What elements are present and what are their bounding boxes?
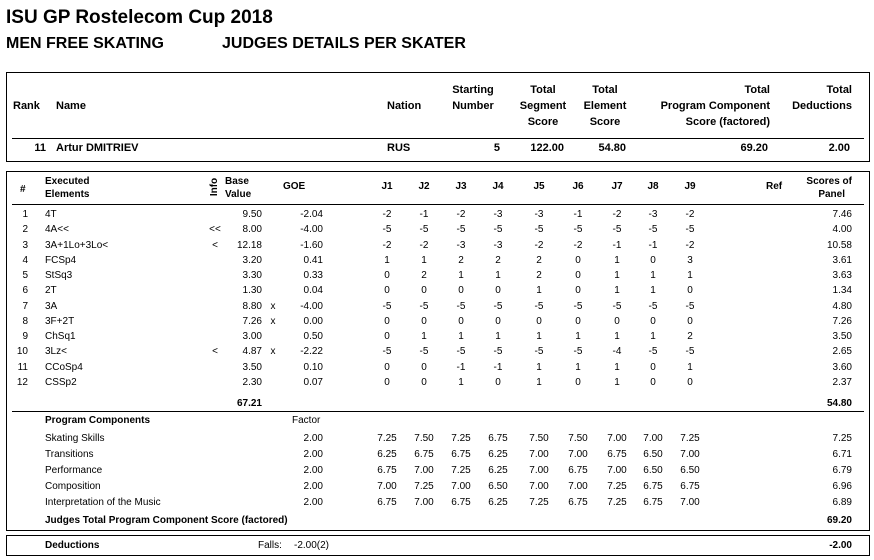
judge-goe: 0 <box>495 315 501 327</box>
judge-goe: 1 <box>421 331 427 342</box>
element-number: 8 <box>22 315 28 327</box>
judge-goe: -3 <box>456 239 466 251</box>
judge-component-score: 7.25 <box>451 465 471 476</box>
judge-component-score: 6.75 <box>680 481 700 492</box>
element-name: FCSp4 <box>45 254 77 266</box>
judge-goe: -5 <box>685 346 695 358</box>
judge-goe: 0 <box>575 285 581 297</box>
judge-component-score: 7.00 <box>568 449 588 460</box>
element-goe: -4.00 <box>300 300 323 312</box>
judge-goe: -3 <box>534 209 544 220</box>
pcs-header-2: Program Component <box>660 100 770 112</box>
judge-goe: -5 <box>493 224 503 236</box>
judge-goe: 0 <box>650 376 656 388</box>
element-panel-score: 2.65 <box>832 346 852 358</box>
judge-goe: -1 <box>419 209 429 220</box>
judge-component-score: 6.75 <box>451 449 471 460</box>
number-header: Number <box>452 100 494 112</box>
judge-header: J7 <box>611 181 623 192</box>
deductions-label: Deductions <box>45 540 100 551</box>
judge-goe: -1 <box>456 361 466 373</box>
ded-header-1: Total <box>826 84 852 96</box>
judge-goe: -5 <box>612 224 622 236</box>
judge-component-score: 6.75 <box>377 465 397 476</box>
executed-header: Executed <box>45 176 90 187</box>
judge-goe: 2 <box>536 254 542 266</box>
judge-component-score: 7.00 <box>607 465 627 476</box>
component-factor: 2.00 <box>303 433 323 444</box>
judge-component-score: 6.75 <box>451 497 471 508</box>
judge-component-score: 7.25 <box>607 497 627 508</box>
skater-deductions: 2.00 <box>828 142 850 154</box>
judge-goe: -2 <box>685 209 695 220</box>
judge-goe: 0 <box>421 376 427 388</box>
judge-goe: 2 <box>495 254 501 266</box>
judge-goe: -5 <box>419 346 429 358</box>
tes-total: 54.80 <box>826 398 852 409</box>
judge-goe: -5 <box>573 224 583 236</box>
element-base-value: 3.30 <box>242 270 262 281</box>
judge-goe: 0 <box>495 376 501 388</box>
info-header: Info <box>209 177 220 197</box>
judge-goe: 0 <box>495 285 501 297</box>
judge-goe: 0 <box>687 285 693 297</box>
judge-goe: 0 <box>687 315 693 327</box>
goe-header: GOE <box>283 181 306 192</box>
skater-start-number: 5 <box>493 142 500 154</box>
element-base-value: 1.30 <box>242 285 262 297</box>
judge-goe: 0 <box>575 315 581 327</box>
judge-header: J3 <box>455 181 467 192</box>
element-info: << <box>209 224 221 236</box>
judge-goe: -2 <box>534 239 544 251</box>
elements-header: Elements <box>45 189 90 200</box>
element-number: 1 <box>22 209 28 220</box>
judge-goe: -5 <box>534 300 544 312</box>
judge-component-score: 7.00 <box>568 481 588 492</box>
judge-component-score: 7.50 <box>529 433 549 444</box>
details-box <box>6 171 870 531</box>
element-name: 3F+2T <box>45 315 75 327</box>
element-panel-score: 3.50 <box>832 331 852 342</box>
judge-goe: 1 <box>536 331 542 342</box>
judge-goe: 0 <box>575 270 581 281</box>
judge-component-score: 6.25 <box>488 465 508 476</box>
tss-header-1: Total <box>530 84 556 96</box>
pcs-total-label: Judges Total Program Component Score (factored) <box>45 515 288 526</box>
deductions-total: -2.00 <box>829 540 852 551</box>
rank-header: Rank <box>13 100 40 112</box>
element-panel-score: 2.37 <box>832 376 852 388</box>
judge-goe: -3 <box>493 239 503 251</box>
judge-goe: 2 <box>458 254 464 266</box>
element-base-value: 8.00 <box>242 224 262 236</box>
judge-goe: -1 <box>573 209 583 220</box>
component-name: Skating Skills <box>45 433 105 444</box>
judge-goe: 3 <box>687 254 693 266</box>
element-panel-score: 3.60 <box>832 361 852 373</box>
panel-header: Panel <box>818 189 845 200</box>
judge-goe: -5 <box>534 346 544 358</box>
tss-header-2: Segment <box>519 100 567 112</box>
judge-component-score: 7.00 <box>529 449 549 460</box>
judge-goe: 1 <box>650 285 656 297</box>
element-bonus-mark: x <box>270 346 276 358</box>
judge-goe: -2 <box>382 209 392 220</box>
judge-goe: 0 <box>575 254 581 266</box>
component-name: Composition <box>45 481 101 492</box>
judge-goe: 2 <box>421 270 427 281</box>
judge-goe: -3 <box>648 209 658 220</box>
ded-header-2: Deductions <box>792 100 852 112</box>
element-panel-score: 1.34 <box>832 285 852 297</box>
judge-goe: -5 <box>456 300 466 312</box>
judge-goe: 0 <box>384 315 390 327</box>
judge-header: J4 <box>492 181 504 192</box>
judge-goe: 2 <box>687 331 693 342</box>
element-goe: 0.00 <box>303 315 323 327</box>
judge-goe: 1 <box>536 376 542 388</box>
judge-component-score: 6.25 <box>488 449 508 460</box>
scores-of-header: Scores of <box>806 176 852 187</box>
judge-component-score: 7.00 <box>529 465 549 476</box>
judge-goe: -1 <box>612 239 622 251</box>
judge-goe: 1 <box>614 285 620 297</box>
judge-component-score: 6.50 <box>488 481 508 492</box>
judge-goe: -5 <box>382 224 392 236</box>
judge-component-score: 7.00 <box>414 497 434 508</box>
element-goe: 0.41 <box>303 254 323 266</box>
judge-goe: 0 <box>384 285 390 297</box>
judge-header: J5 <box>533 181 545 192</box>
judge-goe: -5 <box>685 300 695 312</box>
judge-goe: 1 <box>614 270 620 281</box>
judge-goe: 0 <box>650 254 656 266</box>
judge-component-score: 6.75 <box>568 465 588 476</box>
judge-goe: -5 <box>612 300 622 312</box>
judge-component-score: 7.50 <box>414 433 434 444</box>
factor-header: Factor <box>292 415 321 426</box>
judge-goe: 1 <box>575 331 581 342</box>
judge-goe: -4 <box>612 346 622 358</box>
component-factor: 2.00 <box>303 497 323 508</box>
judge-header: J6 <box>572 181 584 192</box>
element-panel-score: 4.00 <box>832 224 852 236</box>
judge-goe: 1 <box>614 254 620 266</box>
element-panel-score: 7.46 <box>832 209 852 220</box>
judge-goe: 0 <box>687 376 693 388</box>
falls-value: -2.00(2) <box>294 540 330 551</box>
element-base-value: 3.20 <box>242 254 262 266</box>
judge-goe: 0 <box>458 315 464 327</box>
judge-goe: 1 <box>458 376 464 388</box>
component-factor: 2.00 <box>303 465 323 476</box>
summary-divider <box>12 138 864 139</box>
judge-goe: -1 <box>493 361 503 373</box>
element-name: 4A<< <box>45 224 69 236</box>
element-header-divider <box>12 204 864 205</box>
element-base-value: 7.26 <box>242 315 262 327</box>
judge-goe: -5 <box>456 346 466 358</box>
judge-goe: -5 <box>493 346 503 358</box>
judge-goe: 1 <box>614 376 620 388</box>
element-name: 2T <box>45 285 57 297</box>
judge-goe: -5 <box>648 300 658 312</box>
component-name: Transitions <box>45 449 94 460</box>
falls-label: Falls: <box>258 540 282 551</box>
skater-rank: 11 <box>34 142 46 154</box>
element-base-value: 12.18 <box>236 239 262 251</box>
element-goe: -4.00 <box>300 224 323 236</box>
judge-goe: 0 <box>536 315 542 327</box>
judge-goe: 0 <box>421 285 427 297</box>
judge-goe: -1 <box>648 239 658 251</box>
judge-goe: 0 <box>575 376 581 388</box>
tes-header-2: Element <box>583 100 627 112</box>
judge-goe: 1 <box>421 254 427 266</box>
element-number: 3 <box>22 239 28 251</box>
pcs-header-1: Total <box>744 84 770 96</box>
component-panel-score: 7.25 <box>832 433 852 444</box>
component-name: Interpretation of the Music <box>45 497 161 508</box>
judge-goe: 1 <box>687 361 693 373</box>
judge-component-score: 6.75 <box>643 481 663 492</box>
judge-component-score: 6.25 <box>488 497 508 508</box>
judge-goe: 0 <box>384 361 390 373</box>
judge-goe: 1 <box>614 331 620 342</box>
judge-goe: -2 <box>456 209 466 220</box>
component-panel-score: 6.89 <box>832 497 852 508</box>
element-number: 7 <box>22 300 28 312</box>
element-goe: 0.07 <box>303 376 323 388</box>
component-factor: 2.00 <box>303 481 323 492</box>
element-base-value: 2.30 <box>242 376 262 388</box>
judge-goe: -5 <box>685 224 695 236</box>
judge-goe: -5 <box>419 224 429 236</box>
deductions-box <box>6 535 870 556</box>
judge-component-score: 6.50 <box>643 465 663 476</box>
judge-header: J1 <box>381 181 393 192</box>
judge-component-score: 6.25 <box>377 449 397 460</box>
judge-component-score: 7.25 <box>529 497 549 508</box>
nation-header: Nation <box>387 100 422 112</box>
element-name: 3A+1Lo+3Lo< <box>45 239 109 251</box>
component-panel-score: 6.96 <box>832 481 852 492</box>
element-goe: 0.10 <box>303 361 323 373</box>
judge-goe: -5 <box>493 300 503 312</box>
component-name: Performance <box>45 465 103 476</box>
judge-component-score: 6.75 <box>607 449 627 460</box>
element-number: 6 <box>22 285 28 297</box>
starting-header: Starting <box>452 84 494 96</box>
element-goe: 0.33 <box>303 270 323 281</box>
ref-header: Ref <box>766 181 783 192</box>
judge-component-score: 7.00 <box>377 481 397 492</box>
judge-goe: -5 <box>382 300 392 312</box>
element-name: 4T <box>45 209 57 220</box>
component-factor: 2.00 <box>303 449 323 460</box>
element-number: 4 <box>22 254 28 266</box>
judge-component-score: 6.75 <box>377 497 397 508</box>
judge-component-score: 7.00 <box>607 433 627 444</box>
element-panel-score: 3.61 <box>832 254 852 266</box>
element-name: ChSq1 <box>45 331 76 342</box>
judge-goe: 1 <box>536 285 542 297</box>
judge-goe: 0 <box>384 331 390 342</box>
element-info: < <box>212 239 218 251</box>
component-panel-score: 6.79 <box>832 465 852 476</box>
element-panel-score: 10.58 <box>826 239 852 251</box>
base-header: Base <box>225 176 249 187</box>
element-bonus-mark: x <box>270 300 276 312</box>
judge-goe: 2 <box>536 270 542 281</box>
element-number: 12 <box>16 376 28 388</box>
element-goe: -2.22 <box>300 346 323 358</box>
element-panel-score: 4.80 <box>832 300 852 312</box>
judge-goe: 0 <box>650 361 656 373</box>
judge-goe: -5 <box>534 224 544 236</box>
tes-header-1: Total <box>592 84 618 96</box>
judge-goe: 1 <box>575 361 581 373</box>
judge-goe: 1 <box>536 361 542 373</box>
competition-title: ISU GP Rostelecom Cup 2018 <box>6 7 273 28</box>
judge-component-score: 7.25 <box>680 433 700 444</box>
judge-goe: 1 <box>687 270 693 281</box>
element-number: 11 <box>17 361 28 373</box>
name-header: Name <box>56 100 86 112</box>
judge-component-score: 7.00 <box>414 465 434 476</box>
judge-component-score: 6.75 <box>568 497 588 508</box>
element-name: CSSp2 <box>45 376 77 388</box>
element-number: 2 <box>22 224 28 236</box>
judge-goe: -5 <box>573 346 583 358</box>
judge-goe: -3 <box>493 209 503 220</box>
judge-goe: -5 <box>419 300 429 312</box>
component-panel-score: 6.71 <box>832 449 852 460</box>
element-name: 3Lz< <box>45 346 67 358</box>
judge-goe: 0 <box>614 315 620 327</box>
judge-goe: -2 <box>573 239 583 251</box>
judge-component-score: 7.00 <box>643 433 663 444</box>
judge-header: J2 <box>418 181 430 192</box>
judge-component-score: 7.00 <box>680 449 700 460</box>
judge-component-score: 7.50 <box>568 433 588 444</box>
element-panel-score: 3.63 <box>832 270 852 281</box>
judge-component-score: 7.00 <box>529 481 549 492</box>
pcs-header-3: Score (factored) <box>685 116 770 128</box>
event-name: MEN FREE SKATING <box>6 35 164 52</box>
judge-goe: -5 <box>382 346 392 358</box>
element-goe: 0.50 <box>303 331 323 342</box>
judge-goe: -2 <box>419 239 429 251</box>
judge-component-score: 7.00 <box>680 497 700 508</box>
judge-goe: 0 <box>421 315 427 327</box>
element-panel-score: 7.26 <box>832 315 852 327</box>
skater-tss: 122.00 <box>530 142 564 154</box>
judge-goe: -2 <box>612 209 622 220</box>
skater-name: Artur DMITRIEV <box>56 142 139 154</box>
judge-goe: -2 <box>382 239 392 251</box>
element-name: 3A <box>45 300 58 312</box>
judge-goe: 1 <box>458 270 464 281</box>
element-goe: -2.04 <box>300 209 323 220</box>
judge-component-score: 7.25 <box>607 481 627 492</box>
judge-goe: 0 <box>650 315 656 327</box>
element-bonus-mark: x <box>270 315 276 327</box>
judge-goe: -5 <box>573 300 583 312</box>
skater-tes: 54.80 <box>598 142 626 154</box>
judge-goe: 0 <box>458 285 464 297</box>
element-base-value: 3.00 <box>242 331 262 342</box>
judge-component-score: 6.75 <box>643 497 663 508</box>
judge-header: J8 <box>647 181 659 192</box>
tss-header-3: Score <box>527 116 559 128</box>
judge-component-score: 6.75 <box>488 433 508 444</box>
judge-component-score: 6.50 <box>643 449 663 460</box>
element-name: CCoSp4 <box>45 361 83 373</box>
judge-goe: 1 <box>495 270 501 281</box>
judge-component-score: 6.75 <box>414 449 434 460</box>
judge-component-score: 7.00 <box>451 481 471 492</box>
judge-goe: -5 <box>648 346 658 358</box>
judge-component-score: 7.25 <box>377 433 397 444</box>
element-number: 10 <box>16 346 28 358</box>
num-header: # <box>20 184 26 195</box>
judge-component-score: 7.25 <box>414 481 434 492</box>
judge-goe: 0 <box>421 361 427 373</box>
pcs-total: 69.20 <box>826 515 852 526</box>
judge-goe: 0 <box>384 270 390 281</box>
element-base-value: 3.50 <box>242 361 262 373</box>
element-number: 5 <box>22 270 28 281</box>
judge-goe: 1 <box>614 361 620 373</box>
program-components-header: Program Components <box>45 415 151 426</box>
skater-nation: RUS <box>387 142 411 154</box>
element-name: StSq3 <box>45 270 73 281</box>
judge-goe: 1 <box>495 331 501 342</box>
element-base-value: 8.80 <box>242 300 262 312</box>
base-value-total: 67.21 <box>236 398 262 409</box>
value-header: Value <box>225 189 252 200</box>
judge-component-score: 6.50 <box>680 465 700 476</box>
judge-goe: -5 <box>456 224 466 236</box>
element-goe: 0.04 <box>303 285 323 297</box>
tes-header-3: Score <box>589 116 621 128</box>
judge-goe: 1 <box>384 254 390 266</box>
element-number: 9 <box>22 331 28 342</box>
report-title: JUDGES DETAILS PER SKATER <box>222 35 466 52</box>
judge-goe: -2 <box>685 239 695 251</box>
element-goe: -1.60 <box>300 239 323 251</box>
elements-divider <box>12 411 864 412</box>
judge-goe: -5 <box>648 224 658 236</box>
skater-pcs: 69.20 <box>740 142 768 154</box>
judge-goe: 1 <box>458 331 464 342</box>
judge-goe: 1 <box>650 270 656 281</box>
element-base-value: 4.87 <box>242 346 262 358</box>
judge-header: J9 <box>684 181 696 192</box>
element-base-value: 9.50 <box>242 209 262 220</box>
judge-component-score: 7.25 <box>451 433 471 444</box>
element-info: < <box>212 346 218 358</box>
judge-goe: 0 <box>384 376 390 388</box>
judge-goe: 1 <box>650 331 656 342</box>
